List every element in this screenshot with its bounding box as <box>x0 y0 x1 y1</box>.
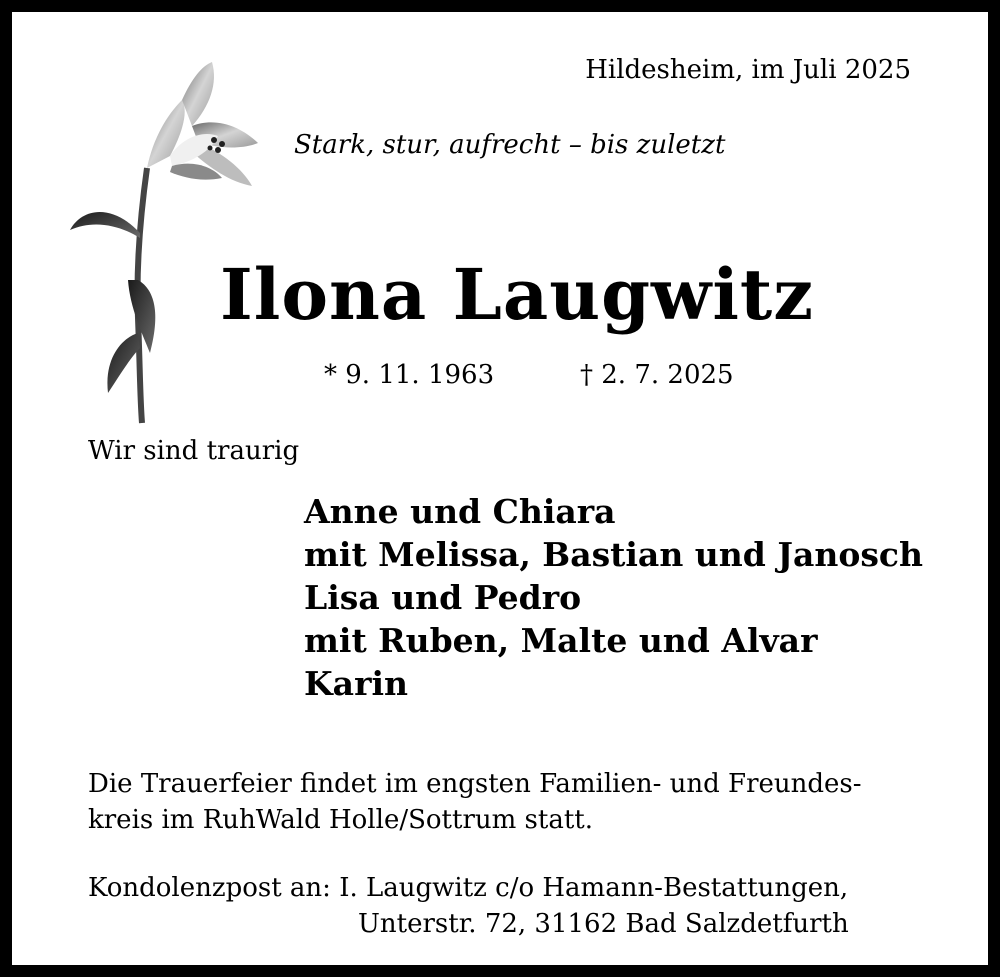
deceased-name: Ilona Laugwitz <box>220 253 814 336</box>
place-and-date: Hildesheim, im Juli 2025 <box>585 55 911 85</box>
obituary-card <box>12 12 988 965</box>
mourners-list <box>304 490 923 705</box>
mourner-line: mit Melissa, Bastian und Janosch <box>304 535 924 574</box>
condolence-address <box>88 870 849 942</box>
mourning-intro: Wir sind traurig <box>88 436 300 466</box>
ceremony-line: Die Trauerfeier findet im engsten Familien- und Freundes- <box>88 769 862 799</box>
birth-date: * 9. 11. 1963 <box>324 360 495 390</box>
mourner-line: Lisa und Pedro <box>304 578 582 617</box>
lily-flower-image <box>52 48 272 428</box>
ceremony-line: kreis im RuhWald Holle/Sottrum statt. <box>88 805 593 835</box>
mourner-line: mit Ruben, Malte und Alvar <box>304 621 818 660</box>
motto: Stark, stur, aufrecht – bis zuletzt <box>294 130 726 160</box>
condolence-line: Unterstr. 72, 31162 Bad Salzdetfurth <box>358 909 849 939</box>
mourner-line: Anne und Chiara <box>304 492 616 531</box>
death-date: † 2. 7. 2025 <box>580 360 734 390</box>
mourner-line: Karin <box>304 664 408 703</box>
ceremony-notice <box>88 766 862 838</box>
condolence-line: Kondolenzpost an: I. Laugwitz c/o Hamann-Bestattungen, <box>88 873 849 903</box>
